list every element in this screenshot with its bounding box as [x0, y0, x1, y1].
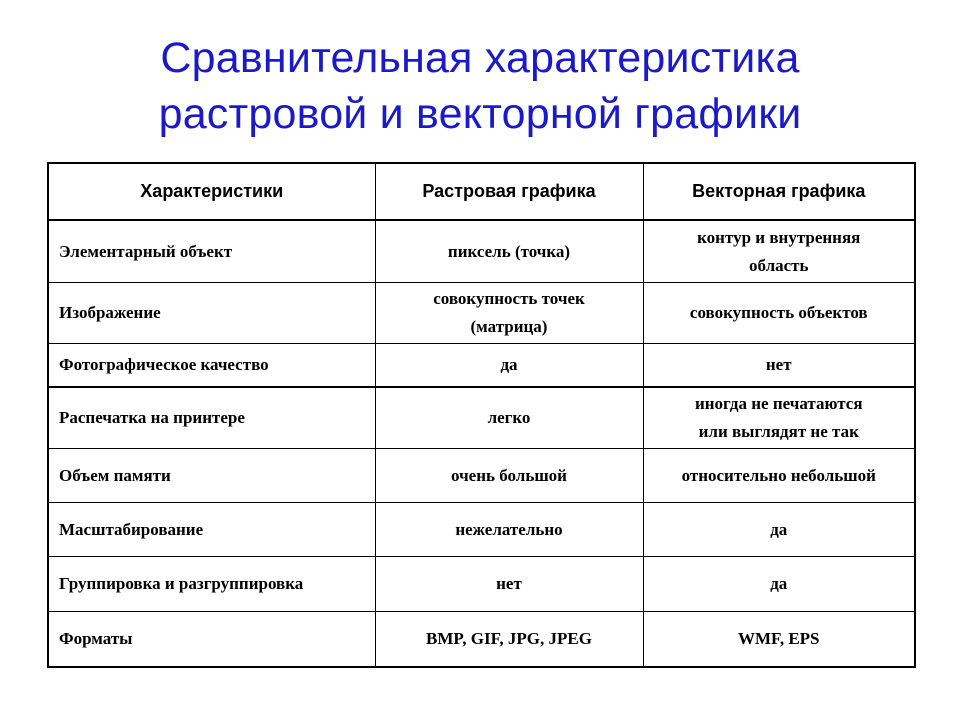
table-row: [48, 283, 915, 344]
raster-cell: [375, 503, 643, 557]
cell-text: BMP, GIF, JPG, JPEG: [426, 629, 592, 648]
table-header-row: [48, 163, 915, 220]
cell-text: контур и внутренняя: [697, 227, 861, 247]
table-row: [48, 220, 915, 283]
table-row: [48, 344, 915, 388]
vector-cell: [643, 449, 915, 503]
cell-text: нежелательно: [455, 519, 563, 539]
feature-cell: Объем памяти: [48, 449, 375, 503]
cell-text: очень большой: [451, 465, 567, 485]
cell-text: (матрица): [470, 317, 548, 336]
table-row: [48, 449, 915, 503]
vector-cell: [643, 220, 915, 283]
feature-cell: Форматы: [48, 612, 375, 668]
feature-cell: Группировка и разгруппировка: [48, 557, 375, 612]
cell-text: совокупность точек: [433, 289, 585, 308]
raster-cell: [375, 612, 643, 668]
cell-text: WMF, EPS: [737, 629, 820, 648]
cell-text: нет: [765, 355, 792, 374]
slide-title-line-2: растровой и векторной графики: [158, 90, 802, 138]
header-vector: Векторная графика: [643, 163, 915, 220]
raster-cell: [375, 387, 643, 449]
cell-text: относительно небольшой: [681, 465, 876, 485]
cell-text: да: [770, 519, 788, 539]
cell-text: нет: [496, 574, 522, 593]
cell-text: да: [500, 355, 518, 374]
raster-cell: [375, 220, 643, 283]
vector-cell: [643, 612, 915, 668]
cell-text: пиксель (точка): [447, 241, 571, 261]
raster-cell: [375, 449, 643, 503]
cell-text: или выглядят не так: [698, 422, 859, 441]
vector-cell: [643, 557, 915, 612]
header-raster: Растровая графика: [375, 163, 643, 220]
table-row: [48, 387, 915, 449]
cell-text: область: [749, 255, 809, 275]
vector-cell: [643, 283, 915, 344]
table-row: [48, 503, 915, 557]
header-characteristics: Характеристики: [48, 163, 375, 220]
raster-cell: [375, 283, 643, 344]
cell-text: совокупность объектов: [689, 303, 868, 322]
vector-cell: [643, 344, 915, 388]
feature-cell: Фотографическое качество: [48, 344, 375, 388]
table-row: [48, 557, 915, 612]
comparison-table: [47, 162, 916, 668]
feature-cell: Распечатка на принтере: [48, 387, 375, 449]
cell-text: легко: [487, 408, 531, 427]
slide-title-line-1: Сравнительная характеристика: [160, 34, 800, 82]
cell-text: иногда не печатаются: [694, 394, 863, 413]
raster-cell: [375, 557, 643, 612]
cell-text: да: [770, 574, 788, 593]
feature-cell: Масштабирование: [48, 503, 375, 557]
feature-cell: Элементарный объект: [48, 220, 375, 283]
vector-cell: [643, 387, 915, 449]
slide-title: [0, 30, 960, 142]
feature-cell: Изображение: [48, 283, 375, 344]
table-row: [48, 612, 915, 668]
raster-cell: [375, 344, 643, 388]
vector-cell: [643, 503, 915, 557]
